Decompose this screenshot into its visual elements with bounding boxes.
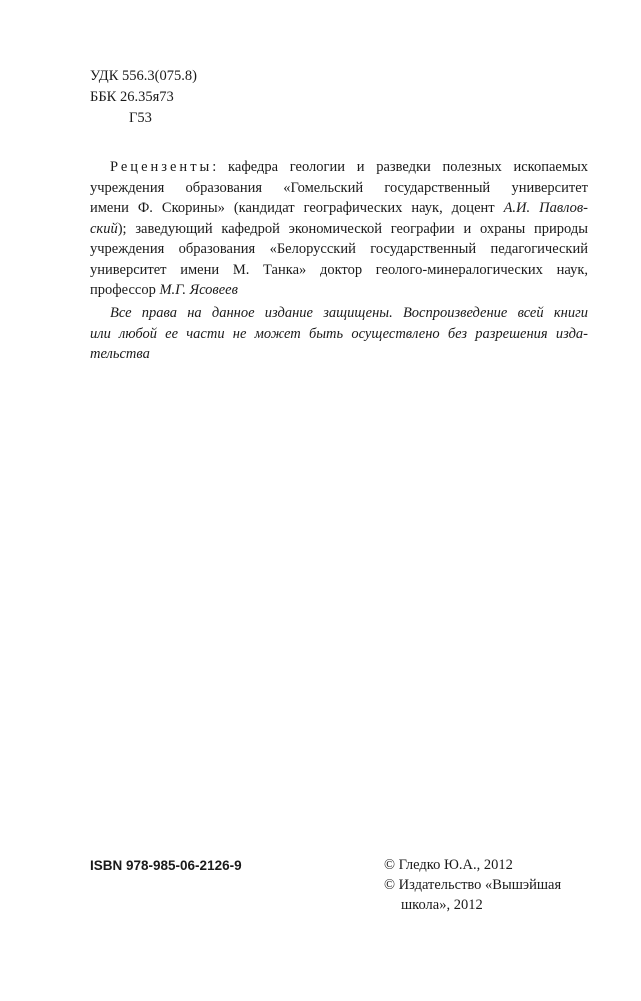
reviewers-line-4 (90, 219, 588, 240)
isbn-number: ISBN 978-985-06-2126-9 (90, 858, 242, 873)
rights-line-2: или любой ее части не может быть осуществлено без разрешения изда- (90, 325, 588, 342)
copyright-author: © Гледко Ю.А., 2012 (384, 857, 513, 873)
reviewer-name-pavlovsky-part1: А.И. Павлов- (503, 200, 588, 216)
reviewers-line-4-text: ); заведующий кафедрой экономической географии и охраны природы (117, 220, 588, 237)
reviewers-line-6: университет имени М. Танка» доктор геолого-минералогических наук, (90, 261, 588, 278)
udk-code: УДК 556.3(075.8) (90, 68, 197, 84)
reviewers-paragraph (90, 157, 588, 301)
rights-line-1: Все права на данное издание защищены. Воспроизведение всей книги (110, 305, 588, 321)
reviewers-line-1 (90, 157, 588, 178)
reviewers-line-3 (90, 198, 588, 219)
copyright-publisher: © Издательство «Вышэйшая (384, 877, 562, 893)
rights-notice (90, 303, 588, 365)
reviewer-name-pavlovsky-part2: ский (90, 220, 118, 237)
reviewers-line-3-text: имени Ф. Скорины» (кандидат географических наук, доцент (90, 200, 504, 216)
reviewers-line-1-text: : кафедра геологии и разведки полезных ископаемых (212, 159, 588, 175)
reviewers-label: Рецензенты (110, 159, 213, 175)
copyright-publisher-cont: школа», 2012 (401, 897, 483, 913)
bbk-code: ББК 26.35я73 (90, 89, 174, 105)
copyright-block (384, 855, 561, 915)
reviewers-line-7-text: профессор (90, 282, 160, 298)
rights-line-3: тельства (90, 346, 150, 362)
reviewers-line-2: учреждения образования «Гомельский государственный университет (90, 179, 588, 196)
reviewer-name-yasoveev: М.Г. Ясовеев (159, 282, 238, 298)
reviewers-line-7 (90, 280, 588, 301)
author-mark: Г53 (129, 110, 152, 126)
reviewers-line-5: учреждения образования «Белорусский государственный педагогический (90, 241, 588, 257)
classification-codes (90, 66, 197, 129)
